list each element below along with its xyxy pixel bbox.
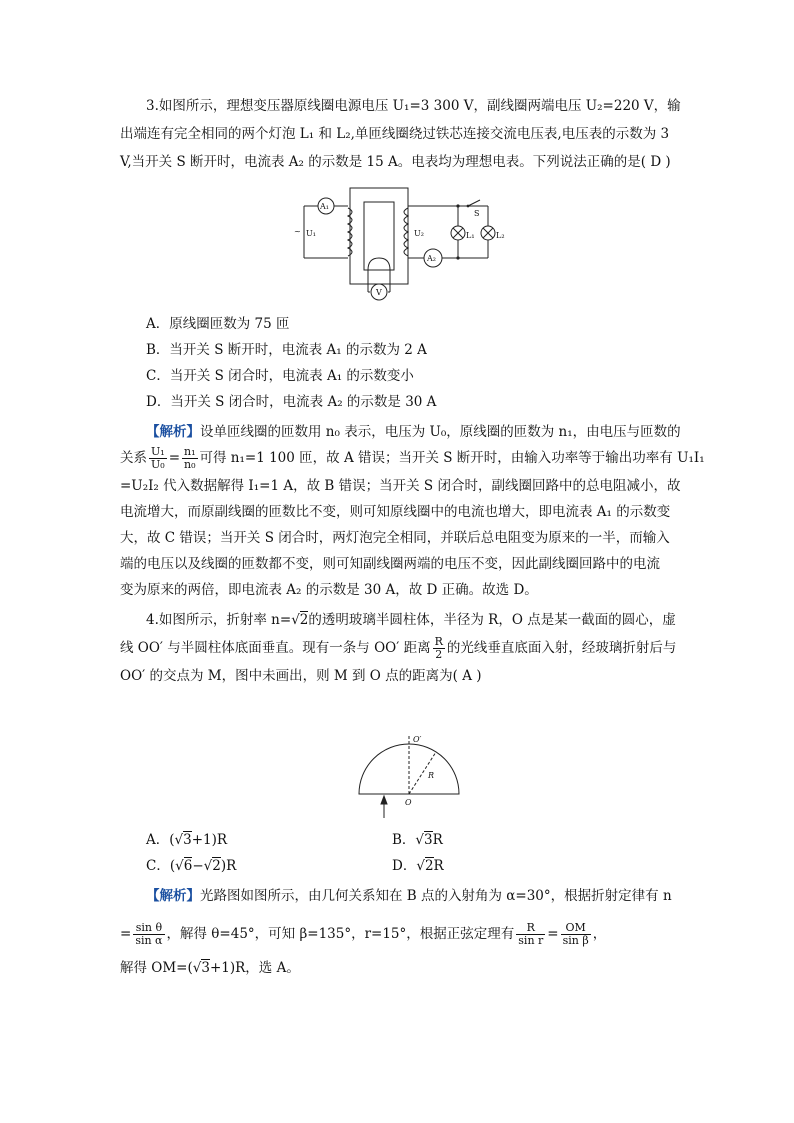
sqrt-radicand: 2 (299, 612, 309, 628)
text: R (433, 858, 444, 874)
fraction-numerator: U₁ (151, 445, 165, 458)
q3-analysis-line-4: 电流增大，而原副线圈的匝数比不变，则可知原线圈中的电流也增大，即电流表 A₁ 的示数变 (120, 504, 671, 520)
text: ( (169, 858, 176, 874)
text: 关系 (120, 450, 147, 466)
text: ，解得 θ=45°，可知 β=135°，r=15°，根据正弦定理有 (166, 926, 515, 942)
q3-analysis-line-2 (120, 446, 705, 471)
q3-option-b: B．当开关 S 断开时，电流表 A₁ 的示数为 2 A (146, 342, 427, 358)
sqrt-radicand: 3 (201, 960, 210, 976)
q4-analysis-line-2 (120, 922, 606, 947)
q4-stem-line-2 (120, 636, 676, 661)
transformer-circuit-diagram (292, 180, 508, 306)
option-letter: A． (146, 832, 170, 848)
text: 的光线垂直底面入射，经玻璃折射后与 (446, 640, 677, 656)
q4-option-a: A．(√3+1)R (146, 832, 228, 848)
fraction-denominator: U₀ (151, 458, 165, 471)
fraction-sin-theta-sin-alpha (133, 922, 164, 947)
ac-source-symbol: ~ (294, 227, 301, 236)
q3-analysis-line-6: 端的电压以及线圈的匝数都不变，则可知副线圈两端的电压不变，因此副线圈回路中的电流 (120, 556, 660, 572)
equals-sign: = (168, 450, 180, 466)
fraction-denominator: sin β (562, 934, 589, 947)
text: 4.如图所示，折射率 n= (146, 612, 292, 628)
fraction-denominator: sin α (135, 934, 163, 947)
equals-sign: = (547, 926, 559, 942)
q4-stem-line-1: 4.如图所示，折射率 n=√2的透明玻璃半圆柱体，半径为 R，O 点是某一截面的圆心，虚 (146, 612, 676, 628)
fraction-denominator: sin r (518, 934, 544, 947)
sqrt-radicand: 6 (183, 858, 193, 874)
ammeter-a1-label: A₁ (320, 202, 329, 211)
sqrt-radicand: 2 (424, 858, 434, 874)
q3-option-a: A．原线圈匝数为 75 匝 (146, 316, 290, 332)
sqrt-radicand: 3 (424, 832, 433, 848)
point-o-label: O (405, 798, 412, 807)
q4-option-c: C．(√6−√2)R (146, 858, 237, 874)
q4-analysis-line-3: 解得 OM=(√3+1)R，选 A。 (120, 960, 300, 976)
lamp-l2-label: L₂ (496, 231, 505, 240)
ammeter-a2-label: A₂ (427, 254, 436, 263)
fraction-denominator: n₀ (184, 458, 196, 471)
q3-stem-line-1: 3.如图所示，理想变压器原线圈电源电压 U₁=3 300 V，副线圈两端电压 U₂=220 V，输 (146, 98, 681, 114)
text: )R (220, 858, 237, 874)
text: 的透明玻璃半圆柱体，半径为 R，O 点是某一截面的圆心，虚 (308, 612, 676, 628)
semicircle-glass-diagram (356, 728, 466, 824)
voltage-u1-label: U₁ (306, 229, 316, 238)
q3-analysis-line-1 (146, 422, 681, 442)
fraction-numerator: R (434, 635, 443, 648)
sqrt-radicand: 2 (212, 858, 221, 874)
analysis-text: 设单匝线圈的匝数用 n₀ 表示，电压为 U₀，原线圈的匝数为 n₁，由电压与匝数的 (200, 424, 681, 440)
analysis-tag: 【解析】 (146, 888, 200, 904)
text: +1)R (191, 832, 228, 848)
q4-option-b: B．√3R (392, 832, 443, 848)
q4-option-d: D．√2R (392, 858, 444, 874)
sqrt-radicand: 3 (183, 832, 192, 848)
text: ( (169, 832, 175, 848)
option-letter: D． (392, 858, 417, 874)
text: 解得 OM=( (120, 960, 193, 976)
option-letter: C． (146, 858, 170, 874)
option-letter: B． (392, 832, 416, 848)
switch-s-label: S (474, 209, 480, 218)
fraction-om-sin-beta (561, 922, 591, 947)
q3-stem-line-3: V,当开关 S 断开时，电流表 A₂ 的示数是 15 A。电表均为理想电表。下列说法正确的是( D ) (120, 154, 671, 170)
fraction-n1-n0 (182, 446, 198, 471)
voltage-u2-label: U₂ (414, 229, 424, 238)
q3-stem-line-2: 出端连有完全相同的两个灯泡 L₁ 和 L₂,单匝线圈绕过铁芯连接交流电压表,电压表的示数为 3 (120, 126, 670, 142)
fraction-numerator: R (516, 922, 545, 935)
fraction-numerator: n₁ (184, 445, 196, 458)
equals-sign: = (120, 926, 132, 942)
q3-option-d: D．当开关 S 闭合时，电流表 A₂ 的示数是 30 A (146, 394, 437, 410)
text: R (432, 832, 443, 848)
q3-analysis-line-7: 变为原来的两倍，即电流表 A₂ 的示数是 30 A，故 D 正确。故选 D。 (120, 582, 538, 598)
fraction-u1-u0 (149, 446, 167, 471)
text: 可得 n₁=1 100 匝，故 A 错误；当开关 S 断开时，由输入功率等于输出功率有 U₁I₁ (199, 450, 705, 466)
text: ， (592, 926, 607, 942)
fraction-numerator: OM (561, 922, 591, 935)
q4-analysis-line-1 (146, 886, 672, 906)
q4-stem-line-3: OO′ 的交点为 M，图中未画出，则 M 到 O 点的距离为( A ) (120, 668, 482, 684)
radius-r-label: R (428, 771, 435, 780)
voltmeter-label: V (376, 288, 382, 297)
fraction-numerator: sin θ (133, 922, 164, 935)
minus-sign: − (192, 858, 204, 874)
q3-option-c: C．当开关 S 闭合时，电流表 A₁ 的示数变小 (146, 368, 414, 384)
fraction-r-2 (433, 636, 445, 661)
analysis-tag: 【解析】 (146, 424, 200, 440)
fraction-denominator: 2 (435, 648, 443, 661)
fraction-r-sin-r (516, 922, 545, 947)
point-o-prime-label: O′ (413, 735, 422, 744)
q3-analysis-line-3: =U₂I₂ 代入数据解得 I₁=1 A，故 B 错误；当开关 S 闭合时，副线圈回路中的总电阻减小，故 (120, 478, 681, 494)
q3-analysis-line-5: 大，故 C 错误；当开关 S 闭合时，两灯泡完全相同，并联后总电阻变为原来的一半，而输入 (120, 530, 670, 546)
text: +1)R，选 A。 (209, 960, 300, 976)
lamp-l1-label: L₁ (466, 231, 475, 240)
analysis-text: 光路图如图所示，由几何关系知在 B 点的入射角为 α=30°，根据折射定律有 n (200, 888, 672, 904)
text: 线 OO′ 与半圆柱体底面垂直。现有一条与 OO′ 距离 (120, 640, 431, 656)
